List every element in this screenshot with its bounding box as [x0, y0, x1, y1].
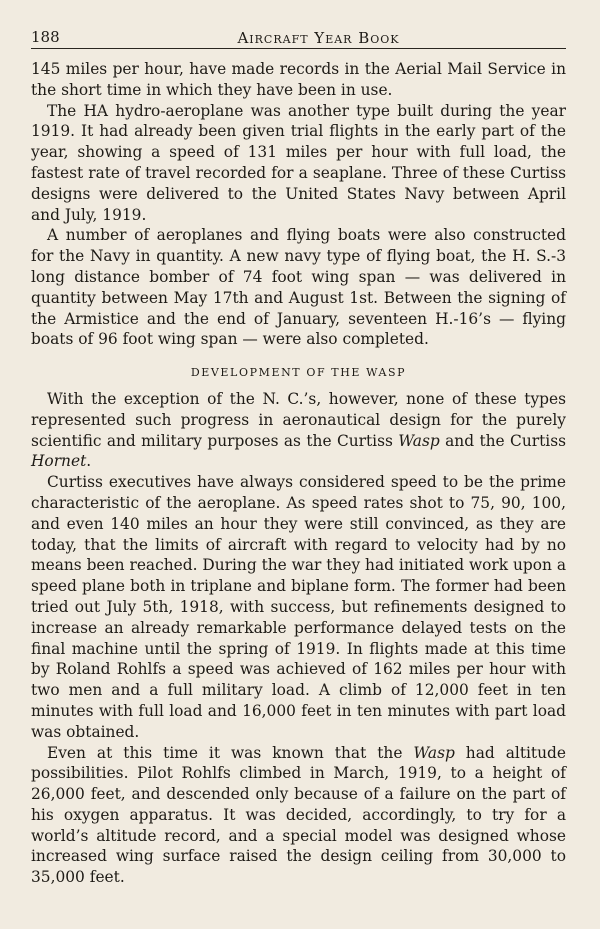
page-body: [31, 59, 566, 888]
paragraph-continued: 145 miles per hour, have made records in the Aerial Mail Service in the short time in which they have been in use.: [31, 60, 566, 99]
wasp-italic: Wasp: [413, 743, 455, 762]
text-segment: .: [86, 452, 92, 471]
text-segment: With the exception of the N. C.’s, however, none of these types represented such progress in aeronautical design for the purely scientific and military purposes as the Curtiss: [31, 389, 566, 450]
page-number: 188: [31, 28, 60, 46]
hornet-italic: Hornet: [31, 452, 87, 471]
text-segment: had altitude possibilities. Pilot Rohlfs climbed in March, 1919, to a height of 26,000 feet, and descended only because of a failure on the part of his oxygen apparatus. It was decided, accordingly, to try for a world’s altitude record, and a special model was designed whose increased wing surface raised the design ceiling from 30,000 to 35,000 feet.: [31, 743, 566, 887]
paragraph-ha-hydro-aeroplane: The HA hydro-aeroplane was another type built during the year 1919. It had already been given trial flights in the early part of the year, showing a speed of 131 miles per hour with full load, the fastest rate of travel recorded for a seaplane. Three of these Curtiss designs were delivered to the United States Navy between April and July, 1919.: [31, 101, 566, 224]
paragraph-altitude: [31, 743, 566, 889]
wasp-italic: Wasp: [398, 431, 440, 450]
section-heading: DEVELOPMENT OF THE WASP: [190, 366, 407, 380]
paragraph-wasp-hornet: [31, 389, 566, 472]
running-title: Aircraft Year Book: [237, 29, 400, 47]
page-header: [31, 22, 566, 49]
paragraph-speed: Curtiss executives have always considered speed to be the prime characteristic of the aeroplane. As speed rates shot to 75, 90, 100, and even 140 miles an hour they were still convinced, as they are today, that the limits of aircraft with regard to velocity had by no means been reached. During the war they had initiated work upon a speed plane both in triplane and biplane form. The former had been tried out July 5th, 1918, with success, but refinements designed to increase an already remarkable performance delayed tests on the final machine until the spring of 1919. In flights made at this time by Roland Rohlfs a speed was achieved of 162 miles per hour with two men and a full military load. A climb of 12,000 feet in ten minutes with full load and 16,000 feet in ten minutes with part load was obtained.: [31, 473, 566, 741]
text-segment: and the Curtiss: [439, 431, 566, 450]
paragraph-navy-flying-boats: A number of aeroplanes and flying boats were also constructed for the Navy in quantity. A new navy type of flying boat, the H. S.-3 long distance bomber of 74 foot wing span — was delivered in quantity between May 17th and August 1st. Between the signing of the Armistice and the end of January, seventeen H.-16’s — flying boats of 96 foot wing span — were also completed.: [31, 226, 566, 349]
text-segment: Even at this time it was known that the: [47, 743, 414, 762]
